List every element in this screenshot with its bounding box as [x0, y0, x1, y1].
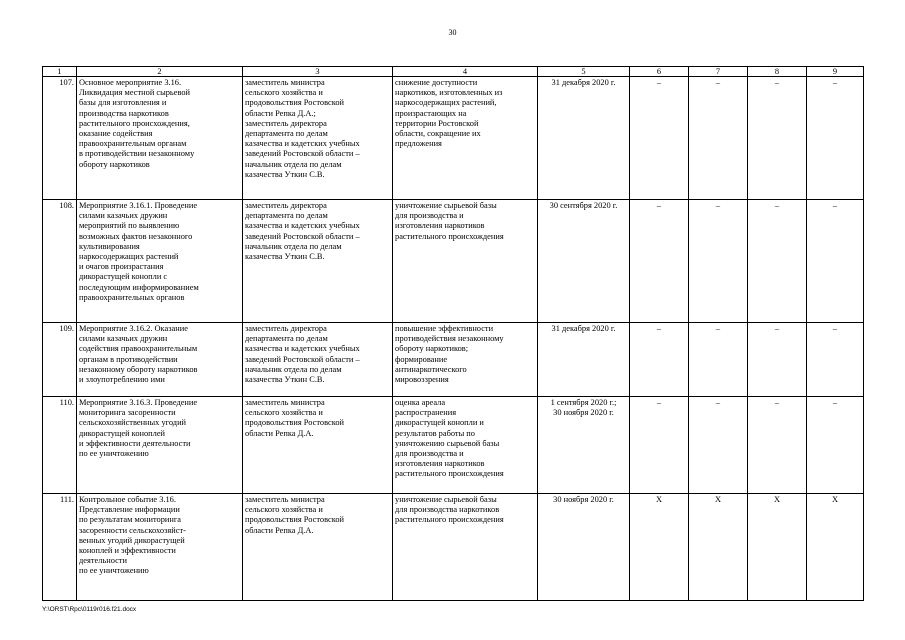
- column-header: 3: [243, 67, 393, 77]
- mark-cell: –: [807, 77, 864, 200]
- row-number: 111.: [43, 494, 77, 601]
- mark-cell: –: [748, 397, 807, 494]
- mark-cell: –: [630, 397, 689, 494]
- responsible-cell: заместитель министра сельского хозяйства и продовольствия Ростовской области Репка Д.А.; заместитель директора департамента по делам казачества и кадетских учебных заведений Ростовской области – начальник отдела по делам казачества Уткин С.В.: [243, 77, 393, 200]
- responsible-cell: заместитель министра сельского хозяйства и продовольствия Ростовской области Репка Д.А.: [243, 397, 393, 494]
- page-number: 30: [448, 28, 457, 37]
- mark-cell: –: [748, 200, 807, 323]
- mark-cell: –: [630, 200, 689, 323]
- mark-cell: X: [807, 494, 864, 601]
- column-header: 8: [748, 67, 807, 77]
- mark-cell: –: [689, 323, 748, 397]
- mark-cell: –: [689, 397, 748, 494]
- table-row: [43, 494, 864, 601]
- column-header: 4: [393, 67, 538, 77]
- mark-cell: –: [630, 77, 689, 200]
- table-row: [43, 323, 864, 397]
- mark-cell: X: [630, 494, 689, 601]
- row-number: 109.: [43, 323, 77, 397]
- result-cell: повышение эффективности противодействия незаконному обороту наркотиков; формирование антинаркотического мировоззрения: [393, 323, 538, 397]
- column-header: 2: [77, 67, 243, 77]
- result-cell: уничтожение сырьевой базы для производства и изготовления наркотиков растительного происхождения: [393, 200, 538, 323]
- mark-cell: –: [630, 323, 689, 397]
- date-cell: 31 декабря 2020 г.: [538, 323, 630, 397]
- event-cell: Мероприятие 3.16.2. Оказание силами казачьих дружин содействия правоохранительным органам в противодействии незаконному обороту наркотиков и злоупотреблению ими: [77, 323, 243, 397]
- result-cell: оценка ареала распространения дикорастущей конопли и результатов работы по уничтожению сырьевой базы для производства и изготовления наркотиков растительного происхождения: [393, 397, 538, 494]
- event-cell: Мероприятие 3.16.1. Проведение силами казачьих дружин мероприятий по выявлению возможных фактов незаконного культивирования наркосодержащих растений и очагов произрастания дикорастущей конопли с последующим информированием правоохранительных органов: [77, 200, 243, 323]
- result-cell: снижение доступности наркотиков, изготовленных из наркосодержащих растений, произрастающих на территории Ростовской области, сокращение их предложения: [393, 77, 538, 200]
- event-cell: Основное мероприятие 3.16. Ликвидация местной сырьевой базы для изготовления и производства наркотиков растительного происхождения, оказание содействия правоохранительным органам в противодействии незаконному обороту наркотиков: [77, 77, 243, 200]
- event-cell: Мероприятие 3.16.3. Проведение мониторинга засоренности сельскохозяйственных угодий дикорастущей коноплей и эффективности деятельности по ее уничтожению: [77, 397, 243, 494]
- row-number: 108.: [43, 200, 77, 323]
- column-header: 1: [43, 67, 77, 77]
- column-header: 9: [807, 67, 864, 77]
- mark-cell: X: [689, 494, 748, 601]
- responsible-cell: заместитель директора департамента по делам казачества и кадетских учебных заведений Ростовской области – начальник отдела по делам казачества Уткин С.В.: [243, 323, 393, 397]
- mark-cell: –: [807, 323, 864, 397]
- date-cell: 30 сентября 2020 г.: [538, 200, 630, 323]
- table-row: [43, 397, 864, 494]
- mark-cell: X: [748, 494, 807, 601]
- date-cell: 30 ноября 2020 г.: [538, 494, 630, 601]
- result-cell: уничтожение сырьевой базы для производства наркотиков растительного происхождения: [393, 494, 538, 601]
- column-header: 6: [630, 67, 689, 77]
- column-header: 7: [689, 67, 748, 77]
- responsible-cell: заместитель министра сельского хозяйства и продовольствия Ростовской области Репка Д.А.: [243, 494, 393, 601]
- event-cell: Контрольное событие 3.16. Представление информации по результатам мониторинга засоренности сельскохозяйст- венных угодий дикорастущей коноплей и эффективности деятельности по ее уничтожению: [77, 494, 243, 601]
- mark-cell: –: [689, 77, 748, 200]
- mark-cell: –: [748, 77, 807, 200]
- row-number: 107.: [43, 77, 77, 200]
- table-row: [43, 77, 864, 200]
- mark-cell: –: [748, 323, 807, 397]
- file-path-footer: Y:\ORST\Rpc\0119r016.f21.docx: [42, 606, 137, 613]
- header-row: [43, 67, 864, 77]
- table-row: [43, 200, 864, 323]
- date-cell: 1 сентября 2020 г.; 30 ноября 2020 г.: [538, 397, 630, 494]
- mark-cell: –: [807, 200, 864, 323]
- date-cell: 31 декабря 2020 г.: [538, 77, 630, 200]
- row-number: 110.: [43, 397, 77, 494]
- mark-cell: –: [807, 397, 864, 494]
- activities-table: [42, 66, 864, 601]
- column-header: 5: [538, 67, 630, 77]
- mark-cell: –: [689, 200, 748, 323]
- responsible-cell: заместитель директора департамента по делам казачества и кадетских учебных заведений Ростовской области – начальник отдела по делам казачества Уткин С.В.: [243, 200, 393, 323]
